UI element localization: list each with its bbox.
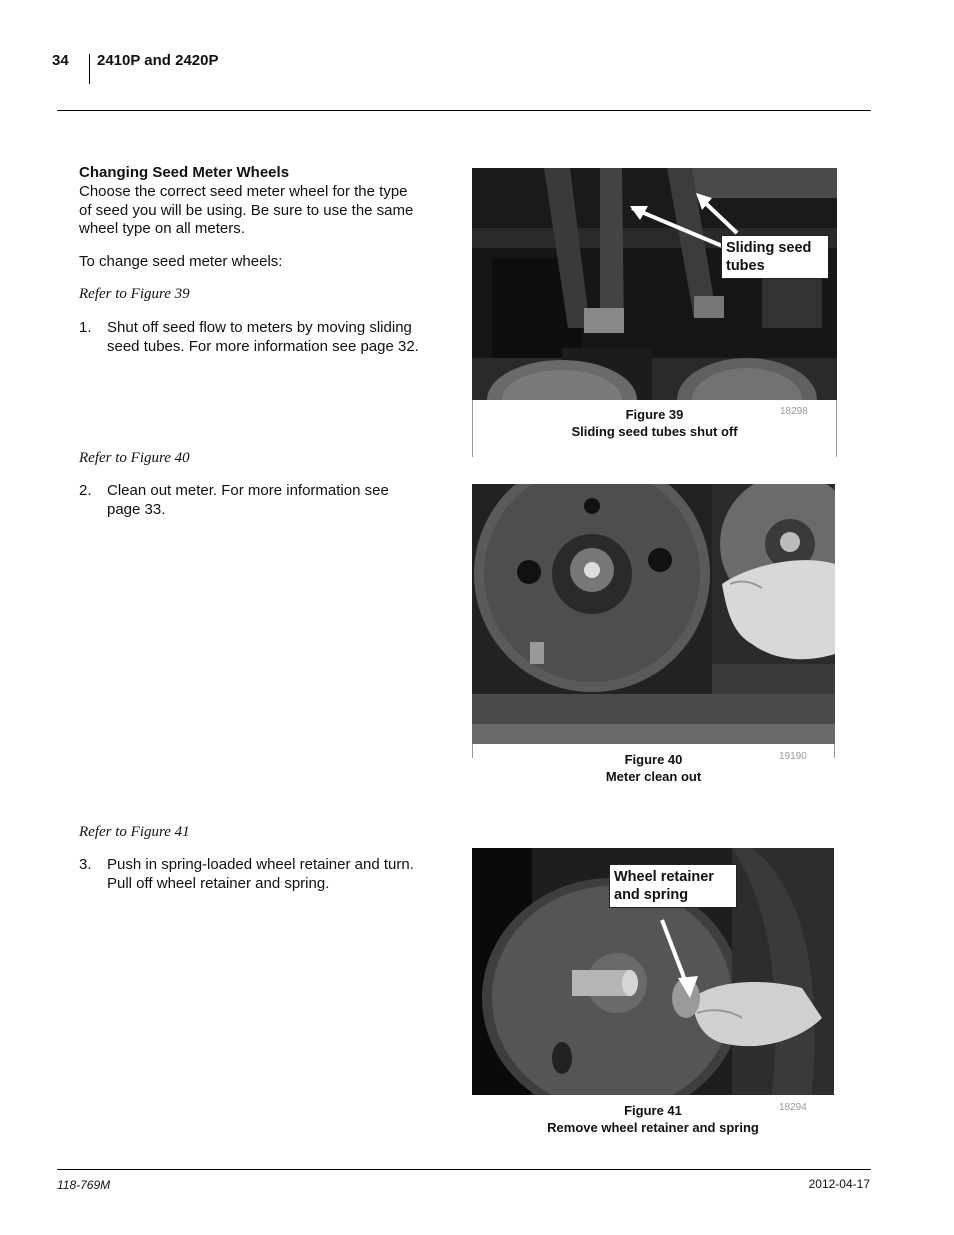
figure-reference: Refer to Figure 41 — [79, 824, 190, 840]
header-rule — [57, 110, 871, 111]
figure-image-id: 18298 — [780, 406, 808, 417]
figure-image-id: 18294 — [779, 1102, 807, 1113]
figure-39-callout: Sliding seed tubes — [721, 235, 829, 279]
step-text: Shut off seed flow to meters by moving sliding seed tubes. For more information see page 32. — [107, 319, 419, 355]
step-number: 3. — [79, 856, 92, 873]
figure-caption-text: Remove wheel retainer and spring — [547, 1120, 759, 1135]
figure-40-photo — [472, 484, 835, 744]
figure-label: Figure 39 — [625, 407, 684, 422]
lead-paragraph: To change seed meter wheels: — [79, 253, 283, 270]
step-item — [79, 319, 419, 356]
figure-label: Figure 40 — [624, 752, 683, 767]
figure-label: Figure 41 — [624, 1103, 682, 1118]
intro-paragraph: Choose the correct seed meter wheel for the type of seed you will be using. Be sure to use the same wheel type on all meters. — [79, 183, 414, 237]
document-number: 118-769M — [57, 1178, 111, 1192]
figure-39-photo — [472, 168, 837, 400]
section-heading: Changing Seed Meter Wheels — [79, 164, 290, 181]
figure-caption-text: Meter clean out — [605, 769, 702, 784]
footer-rule — [57, 1169, 871, 1170]
figure-41-callout: Wheel retainer and spring — [609, 864, 737, 908]
figure-reference: Refer to Figure 40 — [79, 450, 190, 466]
figure-reference: Refer to Figure 39 — [79, 286, 190, 302]
page-number: 34 — [52, 52, 69, 69]
header-divider — [89, 54, 90, 84]
figure-image-id: 19190 — [779, 751, 807, 762]
step-text: Clean out meter. For more information see page 33. — [107, 482, 389, 518]
document-title: 2410P and 2420P — [97, 52, 219, 69]
figure-caption-text: Sliding seed tubes shut off — [571, 424, 738, 439]
step-item — [79, 482, 419, 519]
publication-date: 2012-04-17 — [808, 1177, 870, 1191]
step-number: 2. — [79, 482, 92, 499]
step-number: 1. — [79, 319, 92, 336]
step-item — [79, 856, 419, 893]
step-text: Push in spring-loaded wheel retainer and turn. Pull off wheel retainer and spring. — [107, 856, 414, 892]
